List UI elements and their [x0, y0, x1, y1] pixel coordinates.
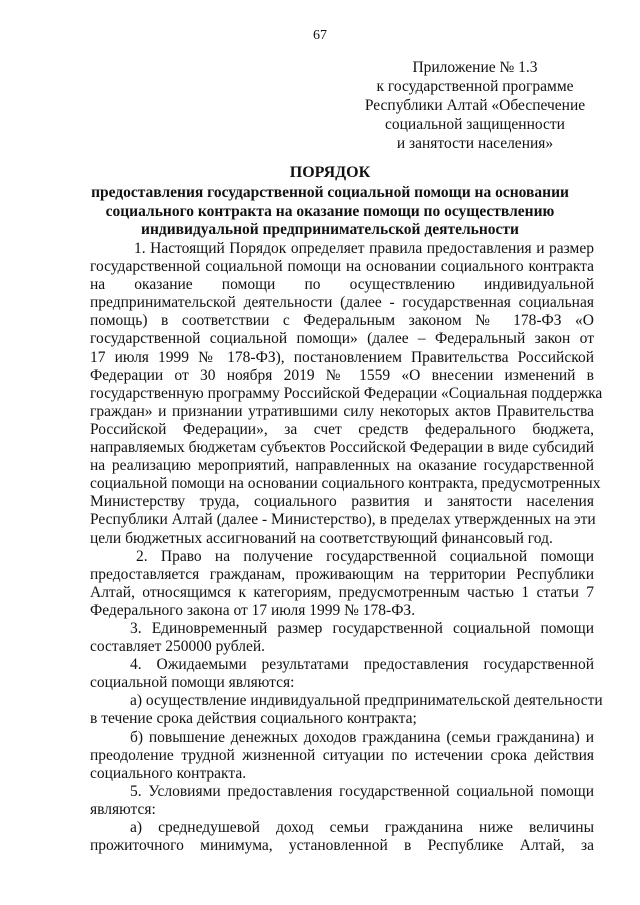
paragraph: [90, 729, 594, 783]
subtitle-line: социального контракта на оказание помощи по осуществлению: [105, 202, 555, 220]
paragraph: [90, 240, 603, 548]
paragraph-line: Алтай, относящимся к категориям, предусмотренным частью 1 статьи 7: [90, 583, 594, 601]
paragraph-line: государственной социальной помощи» (далее – Федеральный закон от: [90, 330, 594, 348]
paragraph-line: Федерального закона от 17 июля 1999 № 178-ФЗ.: [90, 601, 416, 619]
paragraph-line: социального контракта.: [90, 764, 247, 782]
document-body: [90, 240, 603, 855]
appendix-header: [340, 58, 610, 153]
paragraph-line: в течение срока действия социального контракта;: [90, 710, 417, 728]
appendix-line: социальной защищенности: [385, 116, 565, 133]
paragraph-line: 2. Право на получение государственной социальной помощи: [136, 547, 594, 565]
paragraph-line: помощь) в соответствии с Федеральным законом № 178-ФЗ «О: [90, 312, 594, 330]
paragraph: [90, 819, 594, 855]
paragraph-line: являются:: [90, 800, 156, 818]
paragraph: [90, 548, 594, 620]
paragraph: [90, 692, 603, 728]
paragraph: [90, 620, 594, 656]
paragraph-line: социальной помощи на основании социального контракта, предусмотренных: [90, 475, 601, 493]
paragraph-line: 5. Условиями предоставления государственной социальной помощи: [130, 782, 594, 800]
paragraph-line: Республики Алтай (далее - Министерство), в пределах утвержденных на эти: [90, 511, 596, 529]
paragraph-line: предпринимательской деятельности (далее - государственная социальная: [90, 294, 594, 312]
paragraph-line: на оказание помощи по осуществлению индивидуальной: [90, 276, 594, 294]
paragraph-line: 4. Ожидаемыми результатами предоставления государственной: [130, 656, 594, 674]
paragraph-line: Российской Федерации», за счет средств федерального бюджета,: [90, 420, 594, 438]
paragraph-line: цели бюджетных ассигнований на соответствующий финансовый год.: [90, 529, 553, 547]
paragraph-line: составляет 250000 рублей.: [90, 638, 265, 656]
paragraph-line: Федерации от 30 ноября 2019 № 1559 «О внесении изменений в: [90, 366, 594, 384]
paragraph-line: социальной помощи являются:: [90, 674, 295, 692]
document-heading: [70, 163, 590, 240]
paragraph-line: б) повышение денежных доходов гражданина (семьи гражданина) и: [130, 728, 594, 746]
paragraph-line: государственной социальной помощи на основании социального контракта: [90, 258, 594, 276]
paragraph-line: 17 июля 1999 № 178-ФЗ), постановлением Правительства Российской: [90, 348, 594, 366]
page-number: 67: [313, 28, 327, 43]
document-subtitle: [70, 184, 590, 240]
paragraph-line: а) осуществление индивидуальной предпринимательской деятельности: [130, 692, 603, 710]
subtitle-line: предоставления государственной социальной помощи на основании: [91, 184, 569, 201]
document-title: ПОРЯДОК: [289, 164, 371, 181]
paragraph-line: Министерству труда, социального развития и занятости населения: [90, 493, 594, 511]
paragraph-line: 1. Настоящий Порядок определяет правила предоставления и размер: [134, 240, 594, 257]
paragraph-line: преодоление трудной жизненной ситуации по истечении срока действия: [90, 746, 594, 764]
paragraph-line: на реализацию мероприятий, направленных на оказание государственной: [90, 457, 594, 475]
paragraph-line: прожиточного минимума, установленной в Республике Алтай, за: [90, 837, 594, 855]
paragraph-line: граждан» и признании утратившими силу некоторых актов Правительства: [90, 402, 594, 420]
paragraph: [90, 783, 594, 819]
paragraph: [90, 656, 594, 692]
appendix-line: к государственной программе: [376, 78, 574, 95]
paragraph-line: 3. Единовременный размер государственной социальной помощи: [130, 619, 594, 637]
paragraph-line: предоставляется гражданам, проживающим на территории Республики: [90, 565, 594, 583]
paragraph-line: а) среднедушевой доход семьи гражданина ниже величины: [130, 819, 594, 836]
appendix-line: Республики Алтай «Обеспечение: [364, 97, 586, 114]
paragraph-line: направляемых бюджетам субъектов Российской Федерации в виде субсидий: [90, 439, 595, 457]
paragraph-line: государственную программу Российской Федерации «Социальная поддержка: [90, 384, 603, 402]
appendix-line: и занятости населения»: [396, 135, 554, 152]
subtitle-line: индивидуальной предпринимательской деятельности: [141, 221, 519, 238]
appendix-line: Приложение № 1.3: [412, 59, 538, 76]
